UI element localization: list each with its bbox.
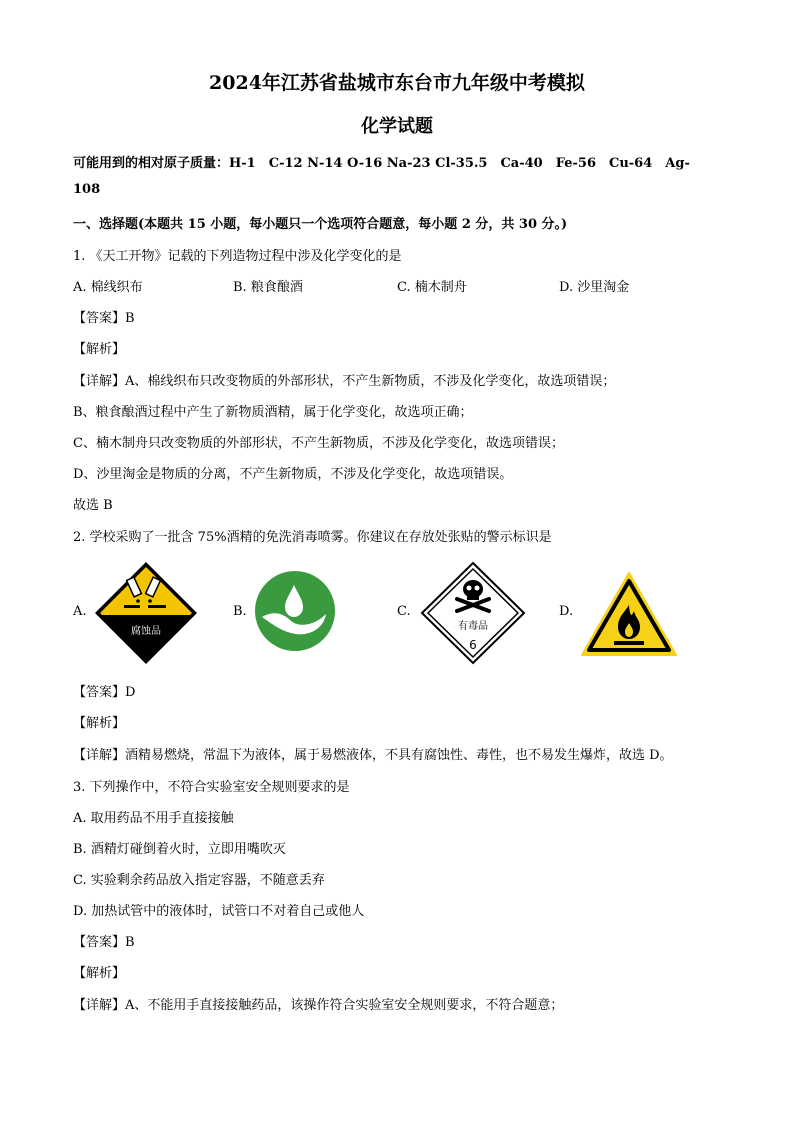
q3-option-c: C. 实验剩余药品放入指定容器，不随意丢弃 bbox=[73, 873, 325, 888]
document-subtitle: 化学试题 bbox=[361, 116, 433, 137]
q3-detail: 【详解】A、不能用手直接接触药品，该操作符合实验室安全规则要求，不符合题意； bbox=[73, 998, 564, 1013]
q1-detail-5: 故选 B bbox=[73, 498, 113, 513]
q3-option-a: A. 取用药品不用手直接接触 bbox=[73, 811, 234, 826]
corrosive-sign-icon bbox=[94, 561, 198, 665]
q3-option-b: B. 酒精灯碰倒着火时，立即用嘴吹灭 bbox=[73, 842, 286, 857]
q3-answer: 【答案】B bbox=[73, 935, 135, 950]
q2-option-d-label: D. bbox=[559, 604, 574, 619]
q1-answer: 【答案】B bbox=[73, 311, 135, 326]
q2-detail: 【详解】酒精易燃烧，常温下为液体，属于易燃液体，不具有腐蚀性、毒性，也不易发生爆炸，故选 D。 bbox=[73, 748, 673, 763]
toxic-sign-text: 有毒品 bbox=[458, 621, 488, 632]
q3-stem: 3. 下列操作中，不符合实验室安全规则要求的是 bbox=[73, 780, 350, 795]
q1-detail-4: D、沙里淘金是物质的分离，不产生新物质，不涉及化学变化，故选项错误。 bbox=[73, 467, 513, 482]
corrosive-sign-text: 腐蚀品 bbox=[131, 626, 161, 637]
q2-option-b-label: B. bbox=[233, 604, 247, 619]
q1-detail-2: B、粮食酿酒过程中产生了新物质酒精，属于化学变化，故选项正确； bbox=[73, 405, 473, 420]
toxic-sign-class: 6 bbox=[469, 638, 477, 652]
q2-analysis: 【解析】 bbox=[73, 716, 126, 731]
q1-option-d: D. 沙里淘金 bbox=[559, 280, 630, 295]
document-title: 2024年江苏省盐城市东台市九年级中考模拟 bbox=[209, 72, 585, 94]
q1-analysis: 【解析】 bbox=[73, 342, 126, 357]
atomic-masses-line1: 可能用到的相对原子质量：H-1 C-12 N-14 O-16 Na-23 Cl-35.5 Ca-40 Fe-56 Cu-64 Ag- bbox=[73, 156, 690, 171]
q1-option-a: A. 棉线织布 bbox=[73, 280, 143, 295]
q1-stem: 1. 《天工开物》记载的下列造物过程中涉及化学变化的是 bbox=[73, 249, 402, 264]
q3-option-d: D. 加热试管中的液体时，试管口不对着自己或他人 bbox=[73, 904, 365, 919]
q2-stem: 2. 学校采购了一批含 75%酒精的免洗消毒喷雾。你建议在存放处张贴的警示标识是 bbox=[73, 530, 552, 545]
water-drop-sign-icon bbox=[254, 570, 336, 652]
atomic-masses-line2: 108 bbox=[73, 182, 101, 197]
q1-option-b: B. 粮食酿酒 bbox=[233, 280, 303, 295]
q1-option-c: C. 楠木制舟 bbox=[397, 280, 467, 295]
q2-option-a-label: A. bbox=[73, 604, 87, 619]
flammable-sign-icon bbox=[580, 571, 678, 657]
q2-answer: 【答案】D bbox=[73, 685, 136, 700]
toxic-sign-icon bbox=[420, 561, 526, 665]
q1-detail-3: C、楠木制舟只改变物质的外部形状，不产生新物质，不涉及化学变化，故选项错误； bbox=[73, 436, 564, 451]
q2-option-c-label: C. bbox=[397, 604, 411, 619]
q3-analysis: 【解析】 bbox=[73, 966, 126, 981]
section-heading: 一、选择题(本题共 15 小题，每小题只一个选项符合题意，每小题 2 分，共 30 分。) bbox=[73, 217, 568, 232]
q1-detail-1: 【详解】A、棉线织布只改变物质的外部形状，不产生新物质，不涉及化学变化，故选项错误； bbox=[73, 374, 616, 389]
